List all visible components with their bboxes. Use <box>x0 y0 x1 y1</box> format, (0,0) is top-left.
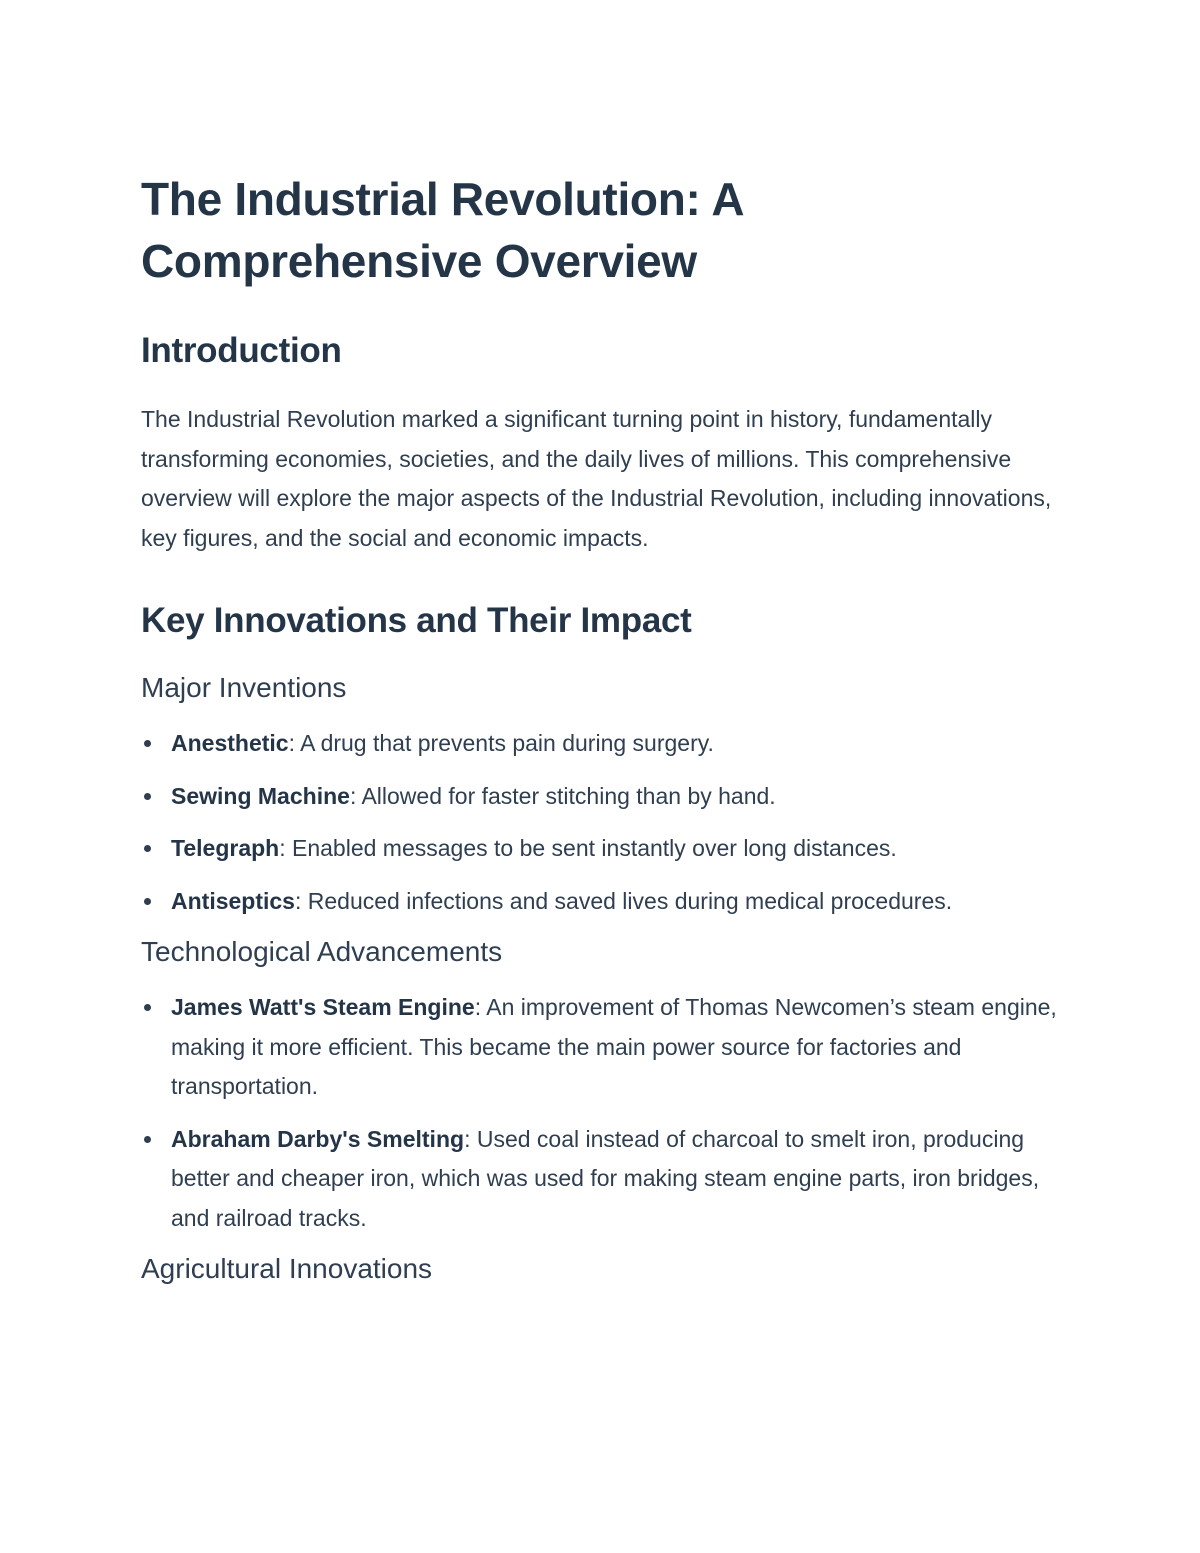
list-item <box>141 829 1071 869</box>
bullet-icon <box>144 793 151 800</box>
bullet-icon <box>144 1136 151 1143</box>
list-item-term: Antiseptics <box>171 887 295 914</box>
list-item <box>141 988 1071 1107</box>
agricultural-innovations-heading: Agricultural Innovations <box>141 1253 433 1284</box>
major-inventions-list <box>141 724 1071 921</box>
list-item-description: : Reduced infections and saved lives during medical procedures. <box>294 887 953 914</box>
major-inventions-heading: Major Inventions <box>141 672 347 703</box>
list-item <box>141 1120 1071 1239</box>
list-item-term: Anesthetic <box>171 730 289 756</box>
bullet-icon <box>144 845 151 852</box>
list-item-term: James Watt's Steam Engine <box>171 994 475 1020</box>
list-item-description: : Allowed for faster stitching than by hand. <box>349 782 776 809</box>
list-item-description: : A drug that prevents pain during surgery. <box>288 730 714 756</box>
list-item-term: Telegraph <box>171 835 280 861</box>
list-item-term: Abraham Darby's Smelting <box>171 1125 465 1152</box>
bullet-icon <box>144 740 151 747</box>
introduction-paragraph: The Industrial Revolution marked a significant turning point in history, fundamentally transforming economies, societies, and the daily lives of millions. This comprehensive overview will explore the major aspects of the Industrial Revolution, including innovations, key figures, and the social and economic impacts. <box>141 406 1052 551</box>
document-page <box>141 168 1071 1287</box>
bullet-icon <box>144 898 151 905</box>
list-item-description: : Used coal instead of charcoal to smelt iron, producing better and cheaper iron, which was used for making steam engine parts, iron bridges, and railroad tracks. <box>171 1125 1040 1231</box>
technological-advancements-heading: Technological Advancements <box>141 936 503 967</box>
list-item <box>141 777 1071 817</box>
document-title: The Industrial Revolution: A Comprehensive Overview <box>141 173 743 287</box>
introduction-heading: Introduction <box>141 331 342 370</box>
list-item-term: Sewing Machine <box>171 782 350 809</box>
bullet-icon <box>144 1004 151 1011</box>
technological-advancements-list <box>141 988 1071 1238</box>
list-item-description: : An improvement of Thomas Newcomen’s steam engine, making it more efficient. This became the main power source for factories and transportation. <box>171 994 1057 1099</box>
key-innovations-heading: Key Innovations and Their Impact <box>141 601 692 640</box>
list-item <box>141 882 1071 922</box>
list-item-description: : Enabled messages to be sent instantly over long distances. <box>279 835 897 861</box>
list-item <box>141 724 1071 764</box>
